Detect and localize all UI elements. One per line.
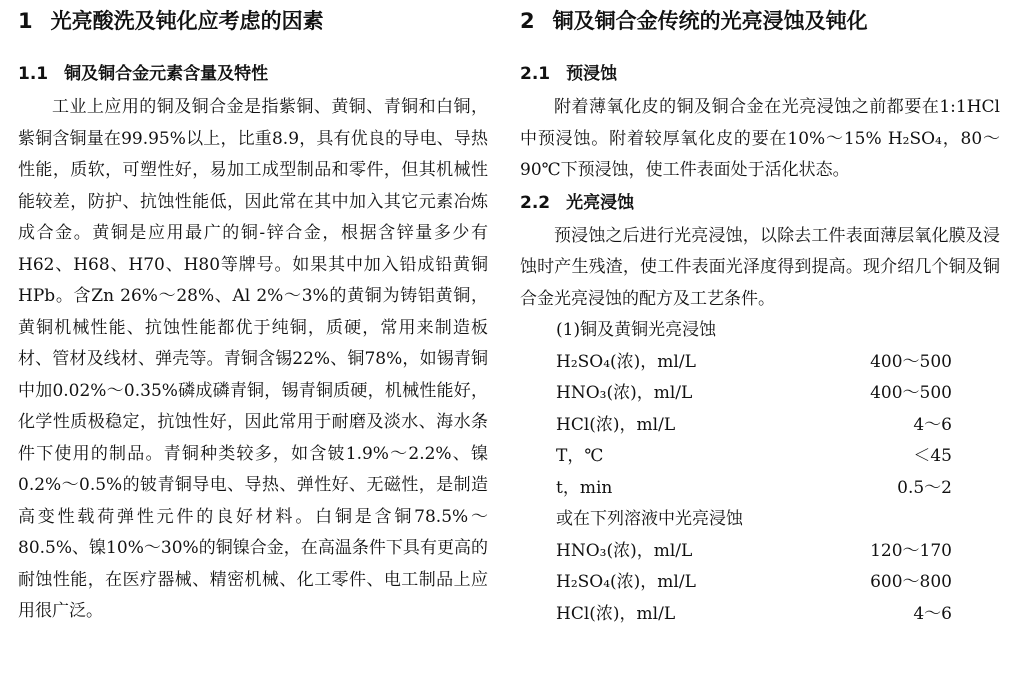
- subsection-title: 铜及铜合金元素含量及特性: [64, 64, 269, 84]
- formula-value: 400～500: [870, 383, 952, 403]
- body-paragraph: 工业上应用的铜及铜合金是指紫铜、黄铜、青铜和白铜，紫铜含铜量在99.95%以上，比重8.9，具有优良的导电、导热性能，质软，可塑性好，易加工成型制品和零件，但其机械性能较差，防护、抗蚀性能低，因此常在其中加入其它元素冶炼成合金。黄铜是应用最广的铜-锌合金，根据含锌量多少有H62、H68、H70、H80等牌号。如果其中加入铅成铅黄铜HPb。含Zn 26%～28%、Al 2%～3%的黄铜为铸铝黄铜，黄铜机械性能、抗蚀性能都优于纯铜，质硬，常用来制造板材、管材及线材、弹壳等。青铜含锡22%、铜78%，如锡青铜中加0.02%～0.35%磷成磷青铜，锡青铜质硬，机械性能好，化学性质极稳定，抗蚀性好，因此常用于耐磨及淡水、海水条件下使用的制品。青铜种类较多，如含铍1.9%～2.2%、镍0.2%～0.5%的铍青铜导电、导热、弹性好、无磁性，是制造高变性载荷弹性元件的良好材料。白铜是含铜78.5%～80.5%、镍10%～30%的铜镍合金，在高温条件下具有更高的耐蚀性能，在医疗器械、精密机械、化工零件、电工制品上应用很广泛。: [18, 97, 488, 621]
- section-1-heading: [18, 6, 488, 36]
- formula-row: [556, 536, 952, 568]
- formula-value: 600～800: [870, 572, 952, 592]
- formula-label: HNO₃(浓)，ml/L: [556, 383, 693, 403]
- formula-row: [556, 567, 952, 599]
- formula-row: [556, 599, 952, 631]
- body-paragraph: 预浸蚀之后进行光亮浸蚀，以除去工件表面薄层氧化膜及浸蚀时产生残渣，使工件表面光泽度得到提高。现介绍几个铜及铜合金光亮浸蚀的配方及工艺条件。: [520, 225, 1000, 309]
- formula-row: [556, 347, 952, 379]
- formula-heading: (1)铜及黄铜光亮浸蚀: [556, 320, 717, 340]
- subsection-2-1-heading: [520, 60, 1000, 88]
- formula-label: HNO₃(浓)，ml/L: [556, 540, 693, 561]
- formula-label: HCl(浓)，ml/L: [556, 603, 676, 624]
- formula-value: 4～6: [913, 603, 952, 624]
- formula-list: [556, 315, 952, 630]
- formula-label: HCl(浓)，ml/L: [556, 414, 676, 435]
- body-paragraph: 附着薄氧化皮的铜及铜合金在光亮浸蚀之前都要在1:1HCl中预浸蚀。附着较厚氧化皮的要在10%～15% H₂SO₄，80～90℃下预浸蚀，使工件表面处于活化状态。: [520, 97, 1000, 180]
- formula-row: [556, 410, 952, 442]
- formula-value: 400～500: [870, 351, 952, 372]
- subsection-title: 预浸蚀: [566, 64, 618, 84]
- formula-label: T，℃: [556, 446, 604, 466]
- section-number: 1: [18, 9, 33, 33]
- formula-row: [556, 441, 952, 473]
- formula-row: [556, 378, 952, 410]
- section-title: 光亮酸洗及钝化应考虑的因素: [50, 9, 324, 33]
- formula-value: 0.5～2: [897, 477, 952, 498]
- subsection-1-1-heading: [18, 60, 488, 88]
- formula-value: 120～170: [870, 540, 952, 561]
- formula-value: ＜45: [913, 446, 952, 466]
- subsection-number: 1.1: [18, 64, 49, 84]
- subsection-title: 光亮浸蚀: [566, 192, 635, 213]
- subsection-number: 2.1: [520, 64, 551, 84]
- section-title: 铜及铜合金传统的光亮浸蚀及钝化: [552, 9, 868, 33]
- section-2-heading: [520, 6, 1000, 36]
- alt-formula-heading: 或在下列溶液中光亮浸蚀: [556, 509, 743, 529]
- right-column: [520, 6, 1000, 630]
- formula-value: 4～6: [913, 414, 952, 435]
- subsection-number: 2.2: [520, 192, 551, 213]
- formula-row: [556, 473, 952, 505]
- left-column: [18, 6, 488, 628]
- subsection-2-2-heading: [520, 189, 1000, 217]
- formula-label: t，min: [556, 477, 613, 498]
- formula-label: H₂SO₄(浓)，ml/L: [556, 351, 696, 372]
- formula-label: H₂SO₄(浓)，ml/L: [556, 572, 696, 592]
- section-number: 2: [520, 9, 535, 33]
